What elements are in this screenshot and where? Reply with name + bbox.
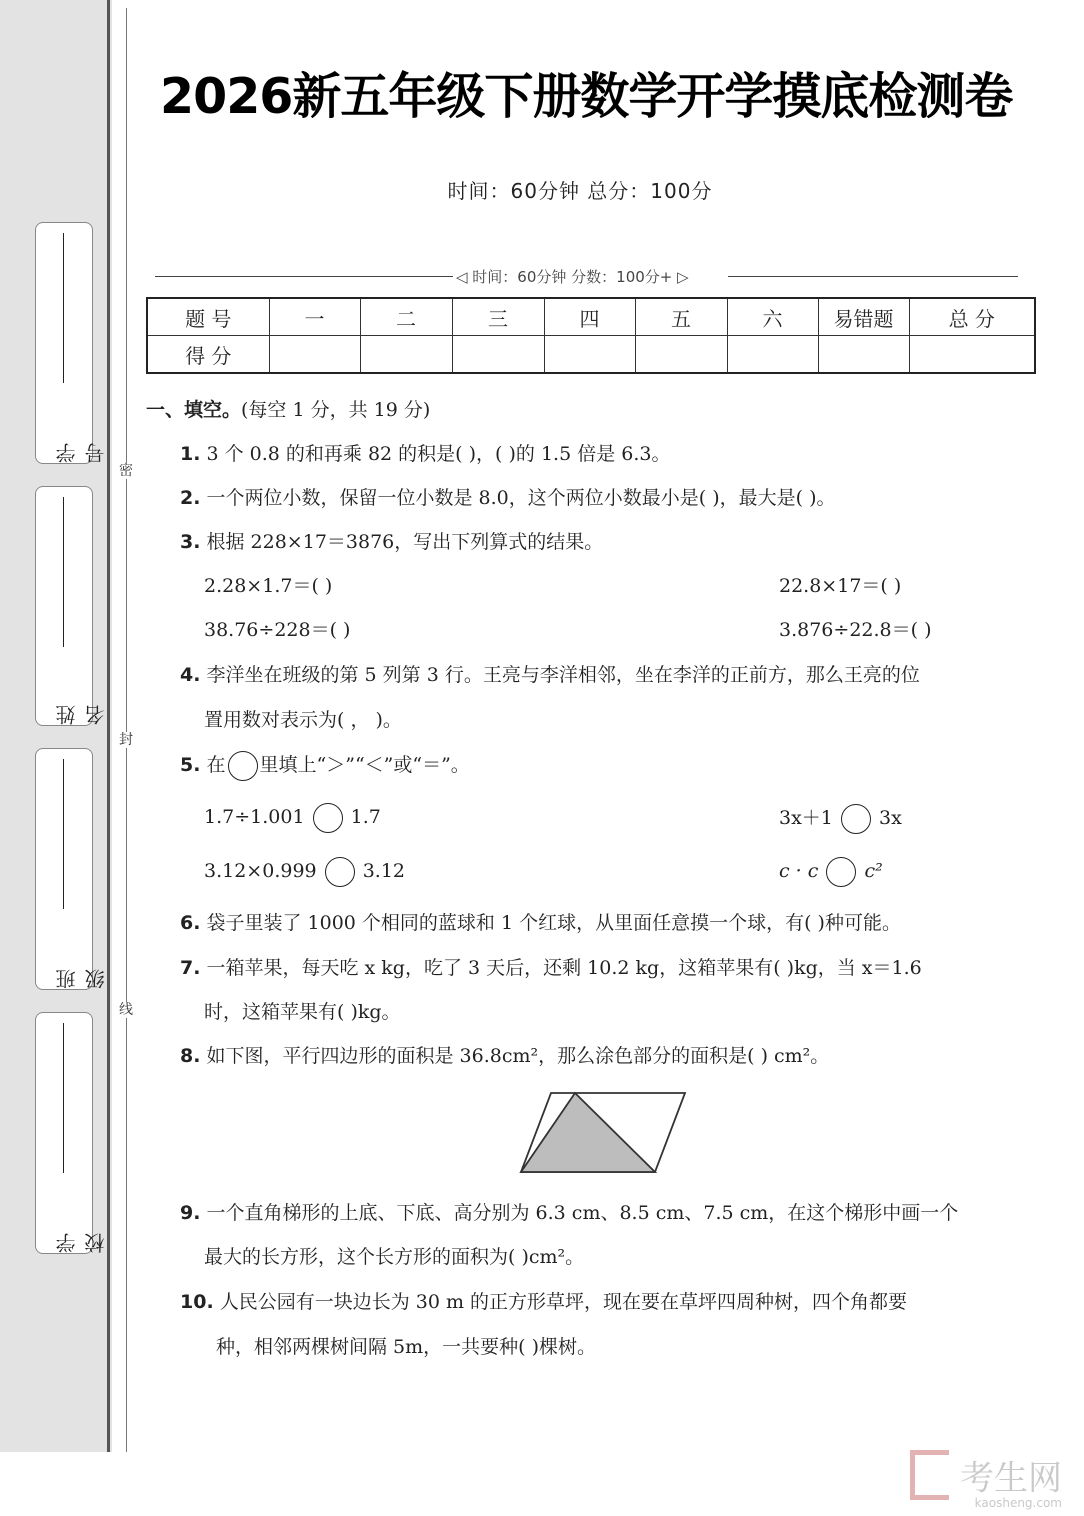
watermark-logo-icon — [910, 1450, 949, 1500]
compare-right: 1.7 — [350, 806, 381, 828]
question-text: 一箱苹果，每天吃 x kg，吃了 3 天后，还剩 10.2 kg，这箱苹果有( )kg，当 x＝1.6 — [206, 957, 922, 979]
section-heading — [146, 395, 430, 422]
section-title: 一、填空。 — [146, 399, 242, 421]
compare-circle-blank[interactable] — [841, 804, 871, 834]
compare-circle-icon — [228, 751, 258, 781]
table-cell: 三 — [452, 298, 544, 336]
student-id-field[interactable] — [35, 222, 108, 464]
watermark-url: kaosheng.com — [974, 1496, 1062, 1510]
compare-right: c² — [864, 860, 883, 882]
table-cell: 得 分 — [147, 336, 269, 374]
score-table-header-row — [147, 298, 1035, 336]
score-cell[interactable] — [909, 336, 1035, 374]
score-cell[interactable] — [269, 336, 360, 374]
question-number: 1. — [180, 443, 201, 465]
rule-right — [728, 276, 1018, 277]
seal-char-feng: 封 — [119, 732, 133, 748]
question-number: 7. — [180, 957, 201, 979]
section-note: (每空 1 分，共 19 分) — [241, 399, 431, 421]
question-10 — [180, 1287, 907, 1314]
question-number: 5. — [180, 754, 201, 776]
question-text: 李洋坐在班级的第 5 列第 3 行。王亮与李洋相邻，坐在李洋的正前方，那么王亮的位 — [206, 664, 920, 686]
table-cell: 题 号 — [147, 298, 269, 336]
table-cell: 四 — [544, 298, 635, 336]
compare-circle-blank[interactable] — [325, 857, 355, 887]
watermark — [910, 1450, 1062, 1510]
question-text: 根据 228×17＝3876，写出下列算式的结果。 — [206, 531, 604, 553]
question-2 — [180, 483, 836, 510]
table-cell: 六 — [727, 298, 818, 336]
seal-char-mi: 密 — [119, 463, 133, 479]
class-blank — [63, 759, 64, 909]
score-cell[interactable] — [452, 336, 544, 374]
watermark-brand: 考生网 — [960, 1458, 1062, 1499]
question-1 — [180, 439, 670, 466]
question-number: 10. — [180, 1291, 214, 1313]
table-cell: 总 分 — [909, 298, 1035, 336]
table-cell: 二 — [360, 298, 452, 336]
rule-text: ◁ 时间：60分钟 分数：100分+ ▷ — [456, 268, 689, 286]
school-field[interactable] — [35, 1012, 108, 1254]
student-id-label: 学 号 — [55, 429, 108, 463]
question-number: 9. — [180, 1202, 201, 1224]
question-number: 8. — [180, 1045, 201, 1067]
question-7 — [180, 953, 922, 980]
seal-line — [126, 8, 127, 1452]
question-5b — [779, 803, 902, 834]
score-table-score-row — [147, 336, 1035, 374]
table-cell: 五 — [635, 298, 727, 336]
table-cell: 易错题 — [818, 298, 909, 336]
page-title: 2026新五年级下册数学开学摸底检测卷 — [160, 68, 1013, 125]
compare-left: c · c — [779, 860, 819, 882]
question-3a: 2.28×1.7＝( ) — [204, 575, 333, 597]
parallelogram-figure — [515, 1088, 695, 1180]
question-text: 一个直角梯形的上底、下底、高分别为 6.3 cm、8.5 cm、7.5 cm，在这个梯形中画一个 — [206, 1202, 959, 1224]
question-text: 如下图，平行四边形的面积是 36.8cm²，那么涂色部分的面积是( ) cm²。 — [206, 1045, 830, 1067]
question-number: 6. — [180, 912, 201, 934]
compare-left: 3.12×0.999 — [204, 860, 317, 882]
question-3b: 22.8×17＝( ) — [779, 575, 902, 597]
question-5c — [204, 857, 405, 887]
compare-left: 1.7÷1.001 — [204, 806, 305, 828]
question-text: 3 个 0.8 的和再乘 82 的积是( )，( )的 1.5 倍是 6.3。 — [206, 443, 671, 465]
question-4-cont: 置用数对表示为( ， )。 — [204, 709, 402, 731]
score-cell[interactable] — [727, 336, 818, 374]
question-number: 2. — [180, 487, 201, 509]
name-field[interactable] — [35, 486, 108, 726]
question-7-cont: 时，这箱苹果有( )kg。 — [204, 1001, 401, 1023]
rule-left — [155, 276, 453, 277]
question-3d: 3.876÷22.8＝( ) — [779, 619, 932, 641]
name-label: 姓 名 — [55, 691, 108, 725]
question-text-pre: 在 — [206, 754, 226, 776]
school-label: 学 校 — [55, 1219, 108, 1253]
score-table — [146, 297, 1036, 374]
question-3 — [180, 527, 603, 554]
question-number: 4. — [180, 664, 201, 686]
question-text: 一个两位小数，保留一位小数是 8.0，这个两位小数最小是( )，最大是( )。 — [206, 487, 836, 509]
question-4 — [180, 660, 920, 687]
compare-circle-blank[interactable] — [826, 857, 856, 887]
question-9 — [180, 1198, 958, 1225]
question-9-cont: 最大的长方形，这个长方形的面积为( )cm²。 — [204, 1246, 585, 1268]
question-text: 袋子里装了 1000 个相同的蓝球和 1 个红球，从里面任意摸一个球，有( )种可能。 — [206, 912, 901, 934]
exam-time-score: 时间：60分钟 总分：100分 — [447, 179, 713, 203]
score-cell[interactable] — [818, 336, 909, 374]
shaded-triangle — [521, 1093, 655, 1172]
question-text: 人民公园有一块边长为 30 m 的正方形草坪，现在要在草坪四周种树，四个角都要 — [219, 1291, 908, 1313]
compare-right: 3.12 — [362, 860, 406, 882]
compare-circle-blank[interactable] — [313, 803, 343, 833]
question-5a — [204, 803, 381, 833]
table-cell: 一 — [269, 298, 360, 336]
question-text-post: 里填上“＞”“＜”或“＝”。 — [259, 754, 470, 776]
seal-char-xian: 线 — [119, 1002, 133, 1018]
compare-right: 3x — [879, 807, 902, 829]
student-id-blank — [63, 233, 64, 383]
question-10-cont: 种，相邻两棵树间隔 5m，一共要种( )棵树。 — [216, 1336, 597, 1358]
school-blank — [63, 1023, 64, 1173]
compare-left: 3x＋1 — [779, 807, 833, 829]
question-6 — [180, 908, 901, 935]
question-5 — [180, 750, 470, 781]
question-8 — [180, 1041, 829, 1068]
score-cell[interactable] — [360, 336, 452, 374]
score-cell[interactable] — [544, 336, 635, 374]
class-label: 班 级 — [55, 955, 108, 989]
class-field[interactable] — [35, 748, 108, 990]
question-3c: 38.76÷228＝( ) — [204, 619, 351, 641]
name-blank — [63, 497, 64, 647]
question-5d — [779, 857, 883, 887]
score-cell[interactable] — [635, 336, 727, 374]
question-number: 3. — [180, 531, 201, 553]
